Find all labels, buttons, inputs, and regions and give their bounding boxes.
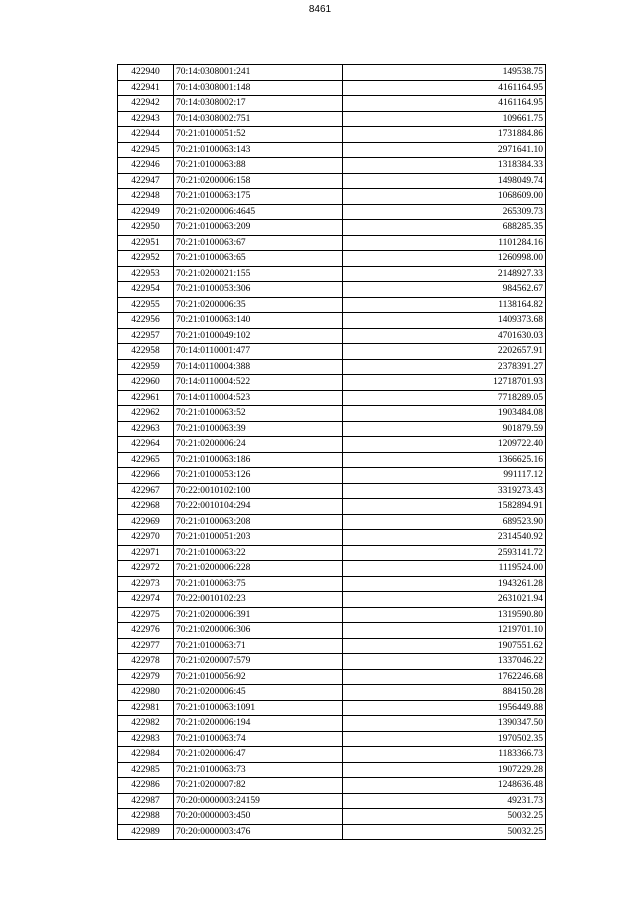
value-cell: 1337046.22	[343, 654, 546, 670]
value-cell: 1762246.68	[343, 669, 546, 685]
value-cell: 1260998.00	[343, 251, 546, 267]
cadastral-number-cell: 70:21:0100063:52	[174, 406, 343, 422]
row-id-cell: 422959	[118, 359, 174, 375]
value-cell: 2378391.27	[343, 359, 546, 375]
value-cell: 50032.25	[343, 824, 546, 840]
row-id-cell: 422971	[118, 545, 174, 561]
row-id-cell: 422977	[118, 638, 174, 654]
row-id-cell: 422963	[118, 421, 174, 437]
cadastral-number-cell: 70:21:0100063:1091	[174, 700, 343, 716]
table-row	[118, 127, 546, 143]
value-cell: 1582894.91	[343, 499, 546, 515]
row-id-cell: 422984	[118, 747, 174, 763]
table-row	[118, 530, 546, 546]
table-row	[118, 514, 546, 530]
value-cell: 3319273.43	[343, 483, 546, 499]
row-id-cell: 422975	[118, 607, 174, 623]
cadastral-number-cell: 70:21:0200006:35	[174, 297, 343, 313]
value-cell: 1209722.40	[343, 437, 546, 453]
row-id-cell: 422976	[118, 623, 174, 639]
cadastral-number-cell: 70:21:0200006:391	[174, 607, 343, 623]
row-id-cell: 422985	[118, 762, 174, 778]
table-row	[118, 96, 546, 112]
value-cell: 109661.75	[343, 111, 546, 127]
value-cell: 1390347.50	[343, 716, 546, 732]
cadastral-number-cell: 70:14:0110004:523	[174, 390, 343, 406]
table-row	[118, 437, 546, 453]
table-row	[118, 576, 546, 592]
cadastral-number-cell: 70:21:0200021:155	[174, 266, 343, 282]
table-row	[118, 607, 546, 623]
table-row	[118, 173, 546, 189]
table-row	[118, 359, 546, 375]
row-id-cell: 422978	[118, 654, 174, 670]
cadastral-number-cell: 70:21:0200006:194	[174, 716, 343, 732]
cadastral-number-cell: 70:21:0100063:208	[174, 514, 343, 530]
cadastral-number-cell: 70:21:0100063:88	[174, 158, 343, 174]
table-row	[118, 468, 546, 484]
row-id-cell: 422988	[118, 809, 174, 825]
row-id-cell: 422981	[118, 700, 174, 716]
table-row	[118, 204, 546, 220]
value-cell: 1318384.33	[343, 158, 546, 174]
row-id-cell: 422955	[118, 297, 174, 313]
cadastral-number-cell: 70:21:0100063:22	[174, 545, 343, 561]
value-cell: 2593141.72	[343, 545, 546, 561]
table-row	[118, 158, 546, 174]
table-row	[118, 545, 546, 561]
page-number: 8461	[308, 4, 332, 15]
row-id-cell: 422958	[118, 344, 174, 360]
table-row	[118, 638, 546, 654]
value-cell: 884150.28	[343, 685, 546, 701]
row-id-cell: 422980	[118, 685, 174, 701]
table-row	[118, 592, 546, 608]
table-row	[118, 623, 546, 639]
row-id-cell: 422954	[118, 282, 174, 298]
cadastral-number-cell: 70:21:0200007:579	[174, 654, 343, 670]
table-row	[118, 282, 546, 298]
row-id-cell: 422950	[118, 220, 174, 236]
cadastral-number-cell: 70:21:0200006:306	[174, 623, 343, 639]
cadastral-number-cell: 70:21:0100053:306	[174, 282, 343, 298]
table-row	[118, 390, 546, 406]
value-cell: 2148927.33	[343, 266, 546, 282]
table-row	[118, 421, 546, 437]
value-cell: 265309.73	[343, 204, 546, 220]
table-row	[118, 483, 546, 499]
row-id-cell: 422974	[118, 592, 174, 608]
value-cell: 2314540.92	[343, 530, 546, 546]
cadastral-number-cell: 70:22:0010104:294	[174, 499, 343, 515]
cadastral-number-cell: 70:21:0200006:228	[174, 561, 343, 577]
cadastral-number-cell: 70:21:0100063:186	[174, 452, 343, 468]
cadastral-number-cell: 70:20:0000003:24159	[174, 793, 343, 809]
value-cell: 1068609.00	[343, 189, 546, 205]
value-cell: 4161164.95	[343, 96, 546, 112]
value-cell: 1119524.00	[343, 561, 546, 577]
value-cell: 1907551.62	[343, 638, 546, 654]
cadastral-number-cell: 70:14:0110004:388	[174, 359, 343, 375]
table-row	[118, 669, 546, 685]
table-row	[118, 220, 546, 236]
row-id-cell: 422956	[118, 313, 174, 329]
value-cell: 2971641.10	[343, 142, 546, 158]
table-row	[118, 375, 546, 391]
cadastral-number-cell: 70:21:0200006:47	[174, 747, 343, 763]
table-row	[118, 762, 546, 778]
value-cell: 2202657.91	[343, 344, 546, 360]
table-row	[118, 266, 546, 282]
value-cell: 149538.75	[343, 65, 546, 81]
cadastral-number-cell: 70:21:0100063:175	[174, 189, 343, 205]
value-cell: 49231.73	[343, 793, 546, 809]
cadastral-number-cell: 70:21:0100063:65	[174, 251, 343, 267]
row-id-cell: 422970	[118, 530, 174, 546]
row-id-cell: 422942	[118, 96, 174, 112]
row-id-cell: 422972	[118, 561, 174, 577]
value-cell: 1498049.74	[343, 173, 546, 189]
cadastral-number-cell: 70:21:0200006:158	[174, 173, 343, 189]
cadastral-number-cell: 70:21:0100051:203	[174, 530, 343, 546]
row-id-cell: 422957	[118, 328, 174, 344]
table-row	[118, 111, 546, 127]
cadastral-number-cell: 70:21:0100063:74	[174, 731, 343, 747]
table-row	[118, 793, 546, 809]
cadastral-number-cell: 70:14:0308001:241	[174, 65, 343, 81]
value-cell: 901879.59	[343, 421, 546, 437]
table-row	[118, 824, 546, 840]
cadastral-number-cell: 70:21:0100063:67	[174, 235, 343, 251]
value-cell: 4161164.95	[343, 80, 546, 96]
value-cell: 2631021.94	[343, 592, 546, 608]
cadastral-number-cell: 70:20:0000003:450	[174, 809, 343, 825]
cadastral-number-cell: 70:21:0200006:45	[174, 685, 343, 701]
row-id-cell: 422967	[118, 483, 174, 499]
table-row	[118, 328, 546, 344]
value-cell: 12718701.93	[343, 375, 546, 391]
value-cell: 1903484.08	[343, 406, 546, 422]
value-cell: 1970502.35	[343, 731, 546, 747]
table-row	[118, 685, 546, 701]
cadastral-number-cell: 70:21:0100063:73	[174, 762, 343, 778]
table-row	[118, 142, 546, 158]
row-id-cell: 422952	[118, 251, 174, 267]
registry-table-body	[118, 65, 546, 840]
row-id-cell: 422961	[118, 390, 174, 406]
row-id-cell: 422944	[118, 127, 174, 143]
row-id-cell: 422946	[118, 158, 174, 174]
row-id-cell: 422982	[118, 716, 174, 732]
cadastral-number-cell: 70:21:0100063:71	[174, 638, 343, 654]
row-id-cell: 422989	[118, 824, 174, 840]
value-cell: 1319590.80	[343, 607, 546, 623]
table-row	[118, 731, 546, 747]
row-id-cell: 422940	[118, 65, 174, 81]
value-cell: 1409373.68	[343, 313, 546, 329]
cadastral-number-cell: 70:14:0110004:522	[174, 375, 343, 391]
cadastral-number-cell: 70:20:0000003:476	[174, 824, 343, 840]
row-id-cell: 422964	[118, 437, 174, 453]
row-id-cell: 422965	[118, 452, 174, 468]
cadastral-number-cell: 70:14:0308002:751	[174, 111, 343, 127]
row-id-cell: 422947	[118, 173, 174, 189]
table-row	[118, 251, 546, 267]
table-row	[118, 235, 546, 251]
value-cell: 1248636.48	[343, 778, 546, 794]
cadastral-number-cell: 70:21:0100063:140	[174, 313, 343, 329]
row-id-cell: 422943	[118, 111, 174, 127]
row-id-cell: 422966	[118, 468, 174, 484]
cadastral-number-cell: 70:14:0308001:148	[174, 80, 343, 96]
value-cell: 1219701.10	[343, 623, 546, 639]
table-row	[118, 65, 546, 81]
row-id-cell: 422962	[118, 406, 174, 422]
row-id-cell: 422960	[118, 375, 174, 391]
table-row	[118, 189, 546, 205]
table-row	[118, 716, 546, 732]
cadastral-number-cell: 70:21:0200006:24	[174, 437, 343, 453]
row-id-cell: 422983	[118, 731, 174, 747]
value-cell: 1907229.28	[343, 762, 546, 778]
value-cell: 689523.90	[343, 514, 546, 530]
row-id-cell: 422953	[118, 266, 174, 282]
table-row	[118, 809, 546, 825]
table-row	[118, 344, 546, 360]
table-row	[118, 561, 546, 577]
value-cell: 991117.12	[343, 468, 546, 484]
cadastral-number-cell: 70:21:0100049:102	[174, 328, 343, 344]
table-row	[118, 297, 546, 313]
value-cell: 7718289.05	[343, 390, 546, 406]
value-cell: 1731884.86	[343, 127, 546, 143]
row-id-cell: 422969	[118, 514, 174, 530]
value-cell: 1366625.16	[343, 452, 546, 468]
table-row	[118, 654, 546, 670]
value-cell: 4701630.03	[343, 328, 546, 344]
table-row	[118, 499, 546, 515]
cadastral-number-cell: 70:21:0100063:209	[174, 220, 343, 236]
cadastral-number-cell: 70:14:0110001:477	[174, 344, 343, 360]
value-cell: 1138164.82	[343, 297, 546, 313]
table-row	[118, 700, 546, 716]
cadastral-number-cell: 70:22:0010102:100	[174, 483, 343, 499]
value-cell: 1956449.88	[343, 700, 546, 716]
table-row	[118, 778, 546, 794]
cadastral-number-cell: 70:14:0308002:17	[174, 96, 343, 112]
row-id-cell: 422949	[118, 204, 174, 220]
value-cell: 1943261.28	[343, 576, 546, 592]
value-cell: 1183366.73	[343, 747, 546, 763]
row-id-cell: 422986	[118, 778, 174, 794]
cadastral-number-cell: 70:21:0200006:4645	[174, 204, 343, 220]
row-id-cell: 422987	[118, 793, 174, 809]
cadastral-number-cell: 70:21:0100056:92	[174, 669, 343, 685]
row-id-cell: 422941	[118, 80, 174, 96]
value-cell: 984562.67	[343, 282, 546, 298]
row-id-cell: 422979	[118, 669, 174, 685]
cadastral-number-cell: 70:21:0200007:82	[174, 778, 343, 794]
value-cell: 50032.25	[343, 809, 546, 825]
registry-table	[117, 64, 546, 840]
value-cell: 1101284.16	[343, 235, 546, 251]
table-row	[118, 80, 546, 96]
table-row	[118, 452, 546, 468]
row-id-cell: 422948	[118, 189, 174, 205]
row-id-cell: 422973	[118, 576, 174, 592]
row-id-cell: 422945	[118, 142, 174, 158]
table-row	[118, 747, 546, 763]
cadastral-number-cell: 70:21:0100051:52	[174, 127, 343, 143]
row-id-cell: 422951	[118, 235, 174, 251]
row-id-cell: 422968	[118, 499, 174, 515]
table-row	[118, 406, 546, 422]
cadastral-number-cell: 70:21:0100063:143	[174, 142, 343, 158]
value-cell: 688285.35	[343, 220, 546, 236]
cadastral-number-cell: 70:22:0010102:23	[174, 592, 343, 608]
cadastral-number-cell: 70:21:0100063:39	[174, 421, 343, 437]
cadastral-number-cell: 70:21:0100063:75	[174, 576, 343, 592]
cadastral-number-cell: 70:21:0100053:126	[174, 468, 343, 484]
table-row	[118, 313, 546, 329]
